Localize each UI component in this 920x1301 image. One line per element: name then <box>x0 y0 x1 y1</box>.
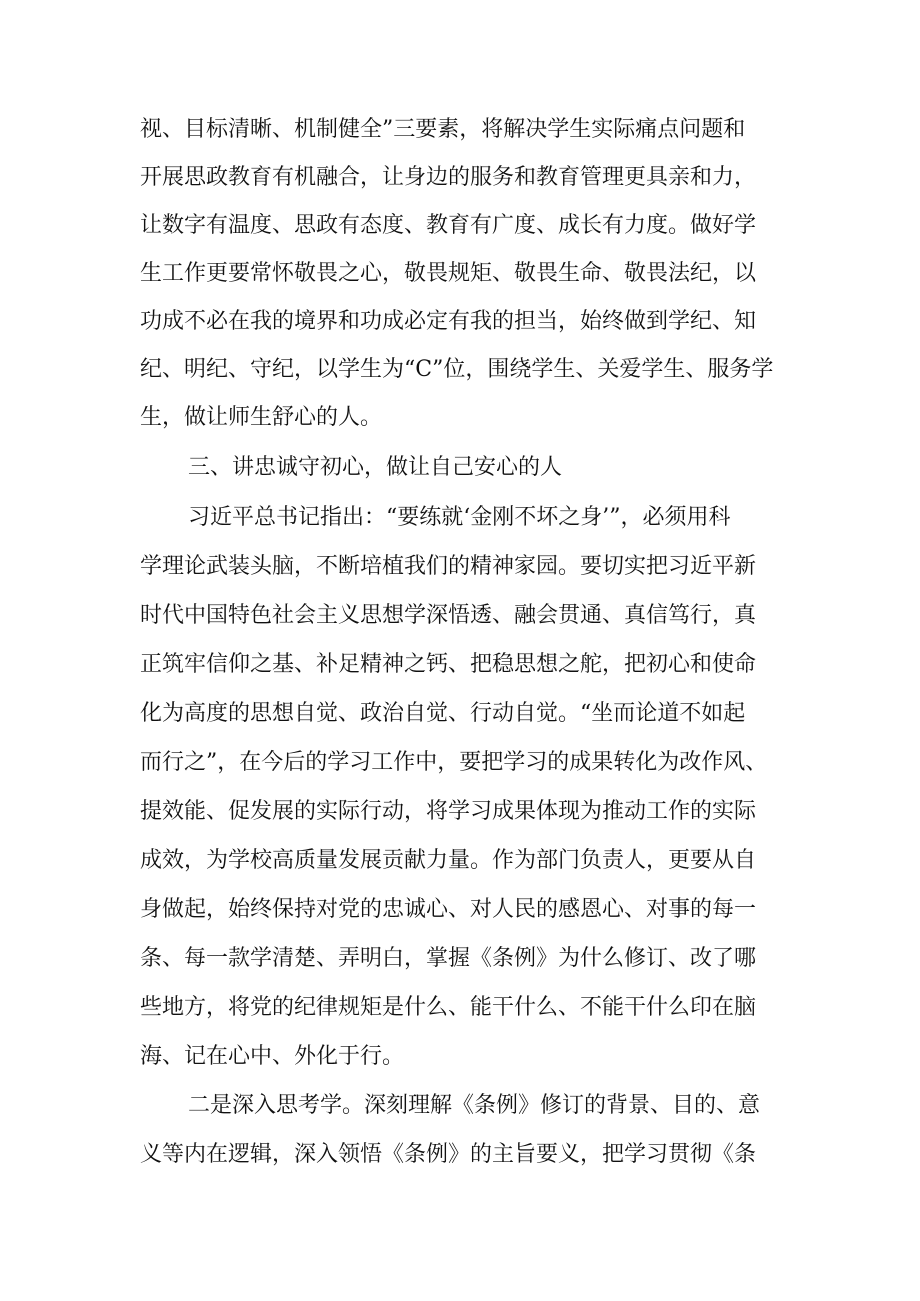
text-line: 视、目标清晰、机制健全”三要素，将解决学生实际痛点问题和 <box>140 117 746 142</box>
text-line: 生，做让师生舒心的人。 <box>140 405 383 430</box>
text-line: 而行之”，在今后的学习工作中，要把学习的成果转化为改作风、 <box>140 750 768 775</box>
text-line: 提效能、促发展的实际行动，将学习成果体现为推动工作的实际 <box>140 799 757 824</box>
text-line: 学理论武装头脑，不断培植我们的精神家园。要切实把习近平新 <box>140 554 757 579</box>
paragraph-first-line: 习近平总书记指出：“要练就‘金刚不坏之身’”，必须用科 <box>188 505 731 530</box>
text-line: 义等内在逻辑，深入领悟《条例》的主旨要义，把学习贯彻《条 <box>140 1142 757 1167</box>
text-line: 海、记在心中、外化于行。 <box>140 1044 405 1069</box>
section-heading: 三、讲忠诚守初心，做让自己安心的人 <box>188 455 563 480</box>
text-line: 些地方，将党的纪律规矩是什么、能干什么、不能干什么印在脑 <box>140 995 757 1020</box>
text-line: 身做起，始终保持对党的忠诚心、对人民的感恩心、对事的每一 <box>140 897 757 922</box>
text-line: 生工作更要常怀敬畏之心，敬畏规矩、敬畏生命、敬畏法纪，以 <box>140 261 757 286</box>
text-line: 时代中国特色社会主义思想学深悟透、融会贯通、真信笃行，真 <box>140 603 757 628</box>
text-line: 正筑牢信仰之基、补足精神之钙、把稳思想之舵，把初心和使命 <box>140 652 757 677</box>
text-line: 开展思政教育有机融合，让身边的服务和教育管理更具亲和力， <box>140 165 757 190</box>
text-line: 化为高度的思想自觉、政治自觉、行动自觉。“坐而论道不如起 <box>140 701 746 726</box>
text-line: 纪、明纪、守纪，以学生为“C”位，围绕学生、关爱学生、服务学 <box>140 357 774 382</box>
text-line: 让数字有温度、思政有态度、教育有广度、成长有力度。做好学 <box>140 213 757 238</box>
paragraph-first-line: 二是深入思考学。深刻理解《条例》修订的背景、目的、意 <box>188 1093 761 1118</box>
text-line: 条、每一款学清楚、弄明白，掌握《条例》为什么修订、改了哪 <box>140 946 757 971</box>
text-line: 功成不必在我的境界和功成必定有我的担当，始终做到学纪、知 <box>140 309 757 334</box>
text-line: 成效，为学校高质量发展贡献力量。作为部门负责人，更要从自 <box>140 848 757 873</box>
